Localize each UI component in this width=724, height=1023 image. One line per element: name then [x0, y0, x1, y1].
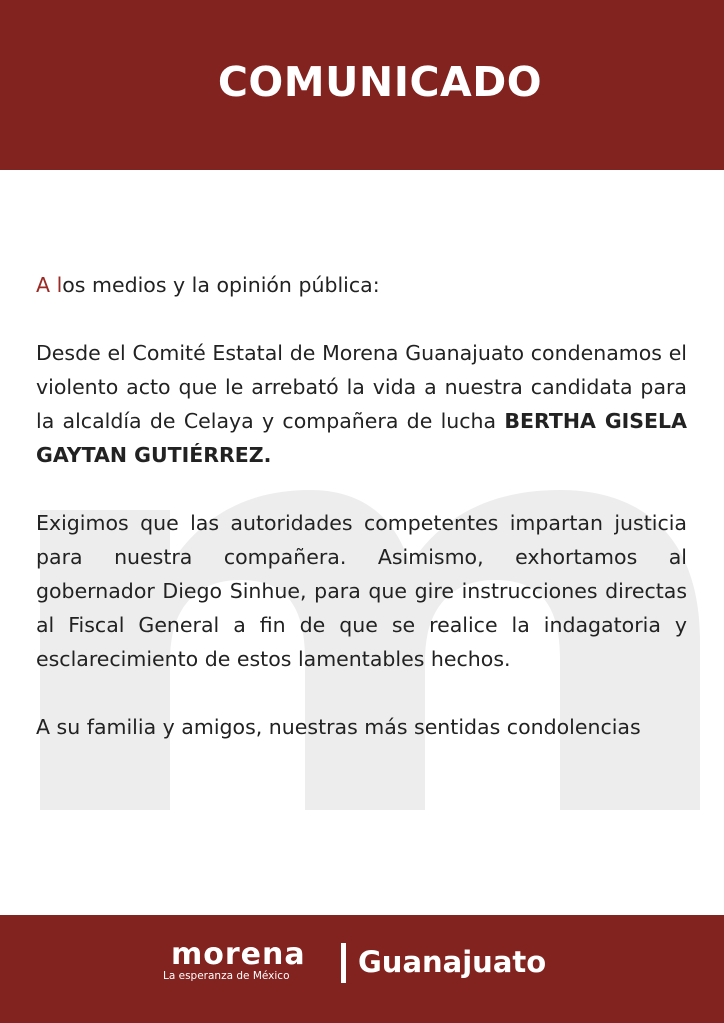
morena-logo	[163, 938, 333, 988]
greeting-initial-l: l	[56, 273, 63, 297]
paragraph-condolences: A su familia y amigos, nuestras más sentidas condolencias	[36, 715, 641, 739]
logo-wordmark: morena	[171, 937, 306, 972]
page-title: COMUNICADO	[217, 58, 543, 106]
footer-divider	[341, 943, 346, 983]
logo-tagline: La esperanza de México	[163, 970, 290, 982]
paragraph-condemnation	[36, 336, 687, 472]
greeting	[36, 268, 687, 302]
greeting-initial: A	[36, 273, 51, 297]
paragraph-demand: Exigimos que las autoridades competentes impartan justicia para nuestra compañera. Asimismo, exhortamos al gobernador Diego Sinhue, para que gire instrucciones directas al Fiscal General a fin de que se realice la indagatoria y esclarecimiento de estos lamentables hechos.	[36, 511, 687, 671]
header-banner	[0, 0, 724, 170]
footer-region: Guanajuato	[358, 945, 547, 979]
letter-body	[36, 268, 687, 778]
candidate-name: BERTHA GISELA GAYTAN GUTIÉRREZ.	[36, 409, 687, 467]
paragraph-condemnation-text: Desde el Comité Estatal de Morena Guanajuato condenamos el violento acto que le arrebató la vida a nuestra candidata para la alcaldía de Celaya y compañera de lucha	[36, 341, 687, 433]
greeting-text: os medios y la opinión pública:	[62, 273, 380, 297]
